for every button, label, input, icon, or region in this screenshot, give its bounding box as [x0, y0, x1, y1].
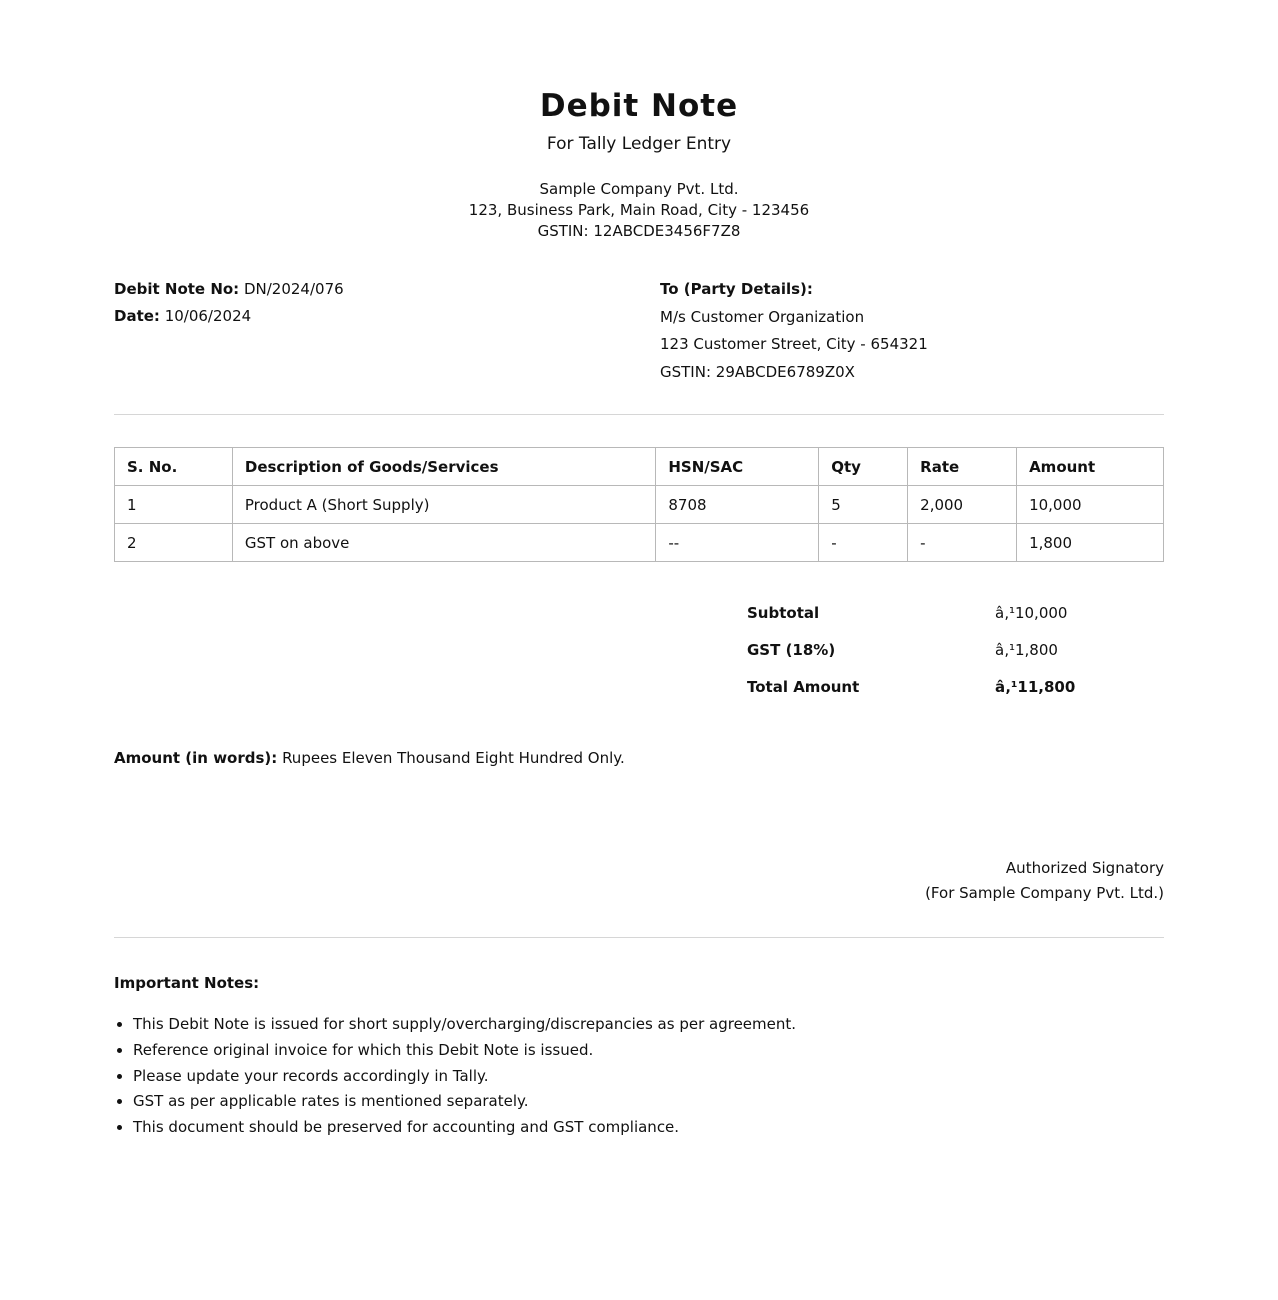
table-cell: 8708	[656, 486, 819, 524]
gst-row	[747, 632, 1164, 669]
totals-summary	[747, 595, 1164, 706]
party-heading: To (Party Details):	[660, 280, 813, 298]
table-row	[115, 486, 1164, 524]
table-cell: 10,000	[1017, 486, 1164, 524]
column-header: HSN/SAC	[656, 448, 819, 486]
column-header: Description of Goods/Services	[232, 448, 655, 486]
table-cell: 1,800	[1017, 524, 1164, 562]
table-cell: -	[819, 524, 908, 562]
items-table	[114, 447, 1164, 562]
note-date-line	[114, 303, 614, 330]
company-details	[114, 179, 1164, 242]
note-number-label: Debit Note No:	[114, 280, 240, 298]
party-details	[660, 276, 1160, 386]
table-cell: -	[908, 524, 1017, 562]
document-subtitle: For Tally Ledger Entry	[546, 134, 732, 154]
subtotal-row	[747, 595, 1164, 632]
column-header: Amount	[1017, 448, 1164, 486]
column-header: S. No.	[115, 448, 233, 486]
notes-list	[114, 1012, 796, 1141]
document-title: Debit Note	[539, 88, 739, 124]
company-gstin: GSTIN: 12ABCDE3456F7Z8	[537, 222, 741, 240]
amount-in-words	[114, 748, 1164, 769]
table-cell: 2,000	[908, 486, 1017, 524]
party-gstin: GSTIN: 29ABCDE6789Z0X	[660, 362, 855, 381]
note-info	[114, 276, 614, 330]
column-header: Qty	[819, 448, 908, 486]
total-value: â‚¹11,800	[995, 678, 1076, 696]
list-item: • Please update your records accordingly in Tally.	[133, 1064, 796, 1090]
total-row	[747, 669, 1164, 706]
gst-value: â‚¹1,800	[995, 641, 1058, 659]
notes-title: Important Notes:	[114, 974, 260, 992]
party-name: M/s Customer Organization	[660, 307, 865, 326]
signatory-title: Authorized Signatory	[1005, 859, 1164, 877]
column-header: Rate	[908, 448, 1017, 486]
note-number: DN/2024/076	[243, 280, 344, 298]
note-date: 10/06/2024	[164, 307, 252, 325]
company-name: Sample Company Pvt. Ltd.	[539, 180, 739, 198]
amount-words-label: Amount (in words):	[114, 749, 278, 767]
list-item: • This Debit Note is issued for short supply/overcharging/discrepancies as per agreement.	[133, 1012, 796, 1038]
table-header-row	[115, 448, 1164, 486]
divider	[114, 414, 1164, 415]
subtotal-value: â‚¹10,000	[995, 604, 1068, 622]
table-cell: 5	[819, 486, 908, 524]
list-item: • GST as per applicable rates is mentioned separately.	[133, 1089, 796, 1115]
table-cell: Product A (Short Supply)	[232, 486, 655, 524]
signatory-block	[925, 856, 1164, 906]
party-address: 123 Customer Street, City - 654321	[660, 335, 928, 353]
table-cell: 2	[115, 524, 233, 562]
note-number-line	[114, 276, 614, 303]
table-cell: GST on above	[232, 524, 655, 562]
list-item: • Reference original invoice for which this Debit Note is issued.	[133, 1038, 796, 1064]
subtotal-label: Subtotal	[747, 604, 820, 622]
note-date-label: Date:	[114, 307, 160, 325]
divider	[114, 937, 1164, 938]
company-address: 123, Business Park, Main Road, City - 123456	[468, 201, 810, 219]
list-item: • This document should be preserved for accounting and GST compliance.	[133, 1115, 796, 1141]
gst-label: GST (18%)	[747, 641, 836, 659]
total-label: Total Amount	[747, 678, 860, 696]
table-row	[115, 524, 1164, 562]
table-cell: --	[656, 524, 819, 562]
table-cell: 1	[115, 486, 233, 524]
amount-words-text: Rupees Eleven Thousand Eight Hundred Only.	[282, 749, 625, 767]
signatory-company: (For Sample Company Pvt. Ltd.)	[925, 884, 1164, 902]
